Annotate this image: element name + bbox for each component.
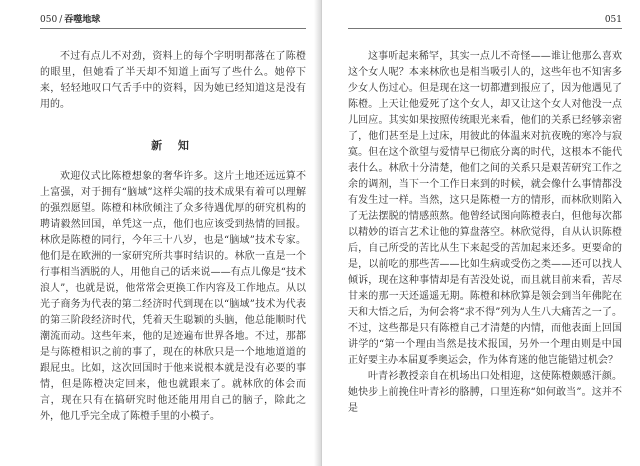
left-page-number: 050 [40, 15, 58, 25]
right-page [322, 0, 640, 466]
right-paragraph-2: 叶青衫教授亲自在机场出口处相迎，这使陈橙颇感汗颜。她快步上前挽住叶青衫的胳膊，口里连称“如何敢当”。这并不是 [348, 371, 622, 414]
header-separator: / [59, 15, 63, 25]
left-paragraph-1: 不过有点儿不对劲，资料上的每个字明明都落在了陈橙的眼里，但她看了半天却不知道上面写了些什么。她停下来，轻轻地叹口气舌手中的资料，因为她已经知道这是没有用的。 [40, 51, 306, 110]
right-page-number: 051 [604, 15, 622, 25]
right-paragraph-1: 这事听起来稀罕，其实一点儿不奇怪——谁让他那么喜欢这个女人呢？本来林欣也是相当吸引人的，这些年也不知害多少女人伤过心。但是现在这一切都遭到报应了，因为他遇见了陈橙。上天让他爱死了这个女人，却又让这个女人对他没一点儿回应。其实如果按照传统眼光来看，他们的关系已经够亲密了，他们甚至是上过床，用彼此的体温来对抗夜晚的寒冷与寂寞。但在这个欲望与爱情早已彻底分离的时代，这根本不能代表什么。林欣十分清楚，他们之间的关系只是艰苦研究工作之余的调剂，当下一个工作日来到的时候，就会像什么事情都没有发生过一样。当然，这只是陈橙一方的情形，而林欣则陷入了无法摆脱的情感煎熬。他曾经试图向陈橙表白，但他每次都以精妙的语言艺术让他的算盘落空。林欣觉得，自从认识陈橙后，自己所受的苦比从生下来起受的苦加起来还多。更要命的是，以前吃的那些苦——比如生病或受伤之类——还可以找人倾诉，现在这种事情却是有苦没处说，而且就目前来看，苦尽甘来的那一天还遥遥无期。陈橙和林欣算是领会到当年佛陀在天和大悟之后，为何会将“求不得”列为人生八大痛苦之一了。不过，这些都是只有陈橙自己才清楚的内情，而他表面上回国讲学的“第一个理由当然是技术报国，另外一个理由则是中国正好要主办本届夏季奥运会，作为体育迷的他岂能错过机会？ [348, 51, 622, 366]
book-title: 吞噬地球 [64, 15, 101, 25]
right-page-header [348, 12, 622, 28]
header-rule [40, 28, 306, 29]
left-paragraph-2: 欢迎仪式比陈橙想象的奢华许多。这片土地还远远算不上富强，对于拥有“脑域”这样尖端的技术成果有着可以理解的强烈愿望。陈橙和林欣倾注了众多待遇优厚的研究机构的聘请毅然回国，单凭这一点，他们也应该受到热情的回报。林欣是陈橙的同行，今年三十八岁，也是“脑域”技术专家。他们是在欧洲的一家研究所共事时结识的。林欣一直是一个行事相当洒脱的人，用他自己的话来说——有点儿像是“技术浪人”，也就是说，他常常会更换工作内容及工作地点。从以光子商务为代表的第二经济时代到现在以“脑域”技术为代表的第三阶段经济时代，凭着天生聪颖的头脑，他总能顺时代潮流而动。这些年来，他的足迹遍布世界各地。不过，那都是与陈橙相识之前的事了，现在的林欣只是一个地地道道的跟屁虫。比如，这次回国时于他来说根本就是没有必要的事情，但是陈橙决定回来，他也就跟来了。就林欣的体会而言，现在只有在搞研究时他还能用用自己的脑子，除此之外，他几乎完全成了陈橙手里的小模子。 [40, 171, 306, 422]
section-title: 新 知 [151, 139, 195, 152]
left-page-header [40, 12, 306, 28]
header-rule [348, 28, 622, 29]
